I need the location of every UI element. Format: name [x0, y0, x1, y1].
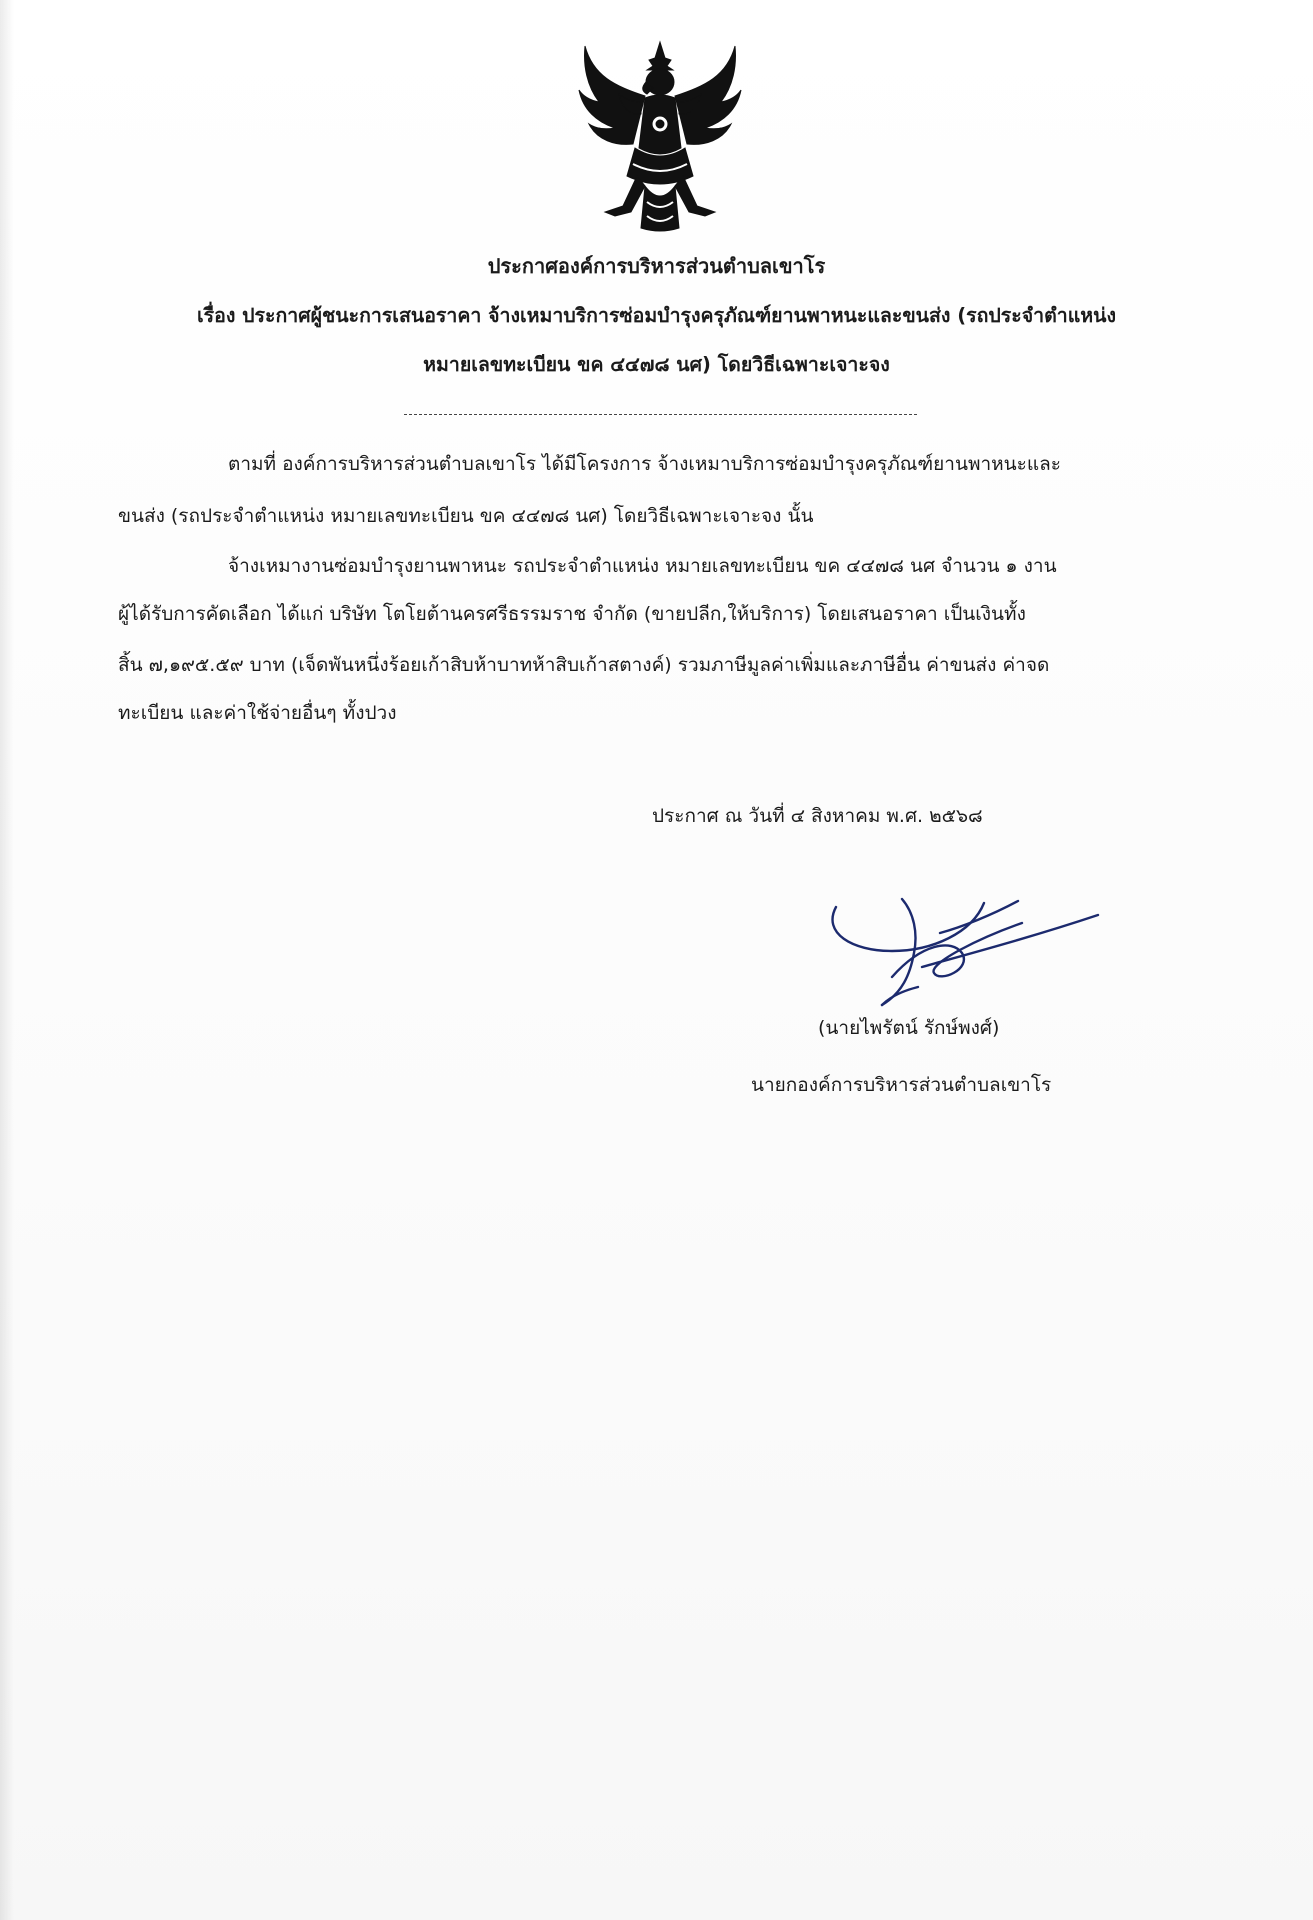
garuda-emblem-icon — [575, 36, 745, 236]
page-edge-shadow — [0, 0, 14, 1920]
paragraph-2-line-2: ผู้ได้รับการคัดเลือก ได้แก่ บริษัท โตโยต้านครศรีธรรมราช จำกัด (ขายปลีก,ให้บริการ) โดยเสนอราคา เป็นเงินทั้ง — [118, 603, 1026, 625]
paragraph-1-line-1: ตามที่ องค์การบริหารส่วนตำบลเขาโร ได้มีโครงการ จ้างเหมาบริการซ่อมบำรุงครุภัณฑ์ยานพาหนะและ — [228, 453, 1061, 475]
announcement-date: ประกาศ ณ วันที่ ๔ สิงหาคม พ.ศ. ๒๕๖๘ — [652, 805, 983, 827]
paragraph-2-line-1: จ้างเหมางานซ่อมบำรุงยานพาหนะ รถประจำตำแหน่ง หมายเลขทะเบียน ขค ๔๔๗๘ นศ จำนวน ๑ งาน — [228, 555, 1057, 577]
paragraph-2-line-3: สิ้น ๗,๑๙๕.๕๙ บาท (เจ็ดพันหนึ่งร้อยเก้าสิบห้าบาทห้าสิบเก้าสตางค์) รวมภาษีมูลค่าเพิ่มและภาษีอื่น ค่าขนส่ง ค่าจด — [118, 654, 1050, 676]
subject-line-2: หมายเลขทะเบียน ขค ๔๔๗๘ นศ) โดยวิธีเฉพาะเจาะจง — [423, 353, 890, 376]
signatory-name: (นายไพรัตน์ รักษ์พงศ์) — [818, 1017, 1000, 1039]
paragraph-1-line-2: ขนส่ง (รถประจำตำแหน่ง หมายเลขทะเบียน ขค ๔๔๗๘ นศ) โดยวิธีเฉพาะเจาะจง นั้น — [118, 505, 814, 527]
signature-icon — [822, 893, 1102, 1011]
signatory-title: นายกองค์การบริหารส่วนตำบลเขาโร — [751, 1074, 1052, 1096]
separator-dashed-line — [404, 414, 917, 415]
subject-line-1: เรื่อง ประกาศผู้ชนะการเสนอราคา จ้างเหมาบริการซ่อมบำรุงครุภัณฑ์ยานพาหนะและขนส่ง (รถประจำตำแหน่ง — [196, 304, 1116, 327]
paragraph-2-line-4: ทะเบียน และค่าใช้จ่ายอื่นๆ ทั้งปวง — [118, 702, 397, 724]
announcement-heading: ประกาศองค์การบริหารส่วนตำบลเขาโร — [487, 254, 826, 278]
